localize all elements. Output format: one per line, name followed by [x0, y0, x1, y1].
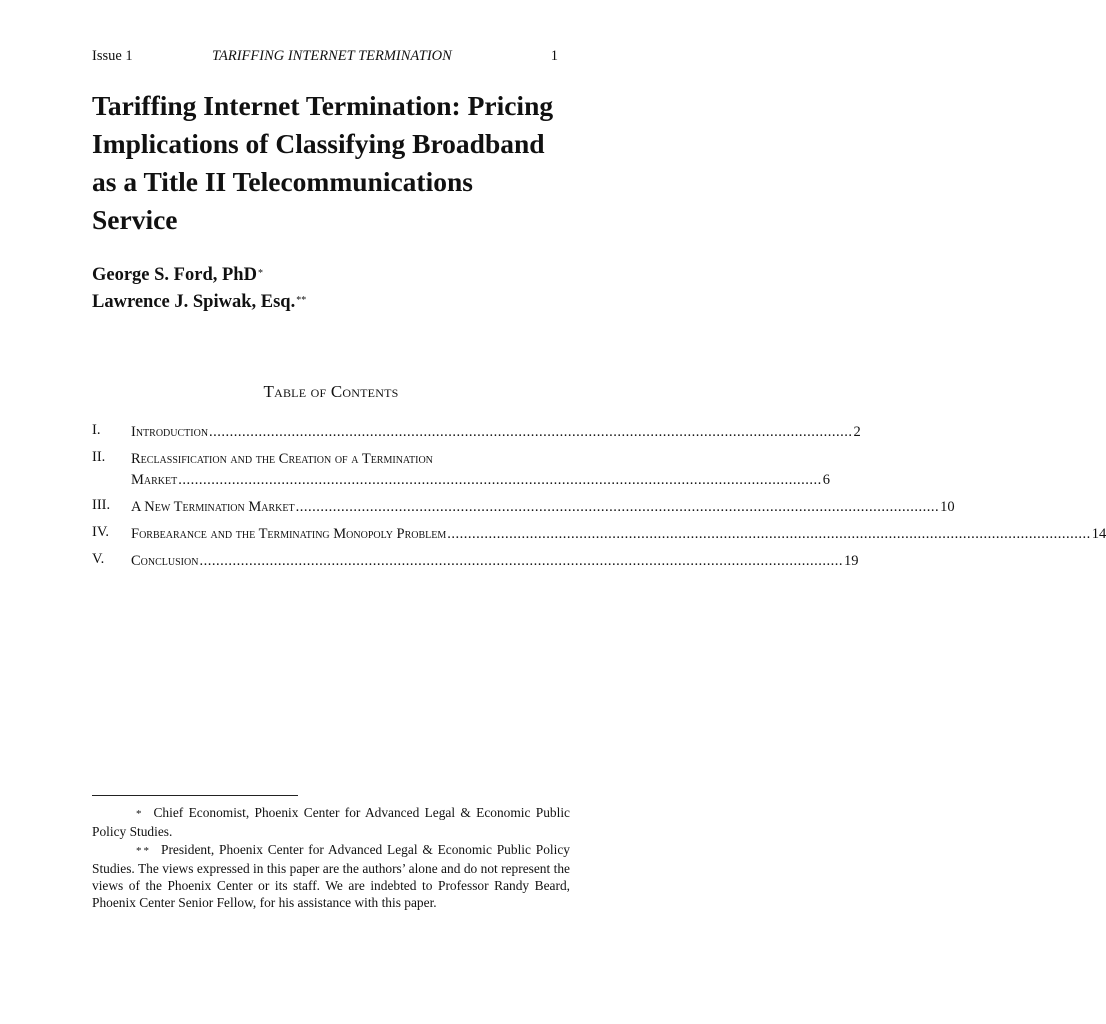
- toc-entry-title: Introduction: [131, 424, 209, 440]
- paper-title: Tariffing Internet Termination: Pricing Implications of Classifying Broadband as a Title II Telecommunications Service: [92, 90, 554, 235]
- footnote-2: [92, 841, 570, 911]
- author-list: [92, 262, 306, 316]
- running-head: [92, 48, 570, 68]
- toc-leader-dots: ............................................................................................................................................................: [209, 424, 853, 440]
- toc-entry-4[interactable]: [92, 524, 1106, 545]
- footnote-mark: **: [136, 845, 151, 857]
- toc-entry-number: IV.: [92, 524, 110, 540]
- toc-entry-page: 10: [940, 499, 955, 515]
- footnote-text: President, Phoenix Center for Advanced Legal & Economic Public Policy Studies. The views expressed in this paper are the authors’ alone and do not represent the views of the Phoenix Center or its staff. We are indebted to Professor Randy Beard, Phoenix Center Senior Fellow, for his assistance with this paper.: [92, 842, 570, 910]
- toc-entry-number: I.: [92, 422, 101, 438]
- toc-leader-dots: ............................................................................................................................................................: [178, 472, 822, 488]
- toc-entry-title: Forbearance and the Terminating Monopoly Problem: [131, 526, 447, 542]
- toc-entry-number: II.: [92, 449, 106, 465]
- author-2-name: Lawrence J. Spiwak, Esq.: [92, 292, 296, 312]
- author-2: [92, 289, 306, 316]
- toc-leader-dots: ............................................................................................................................................................: [295, 499, 940, 515]
- running-head-title: TARIFFING INTERNET TERMINATION: [212, 48, 452, 64]
- toc-entry-title: Conclusion: [131, 553, 199, 569]
- toc-entry-page: 14: [1091, 526, 1106, 542]
- toc-entry-2[interactable]: [92, 449, 830, 491]
- toc-entry-number: V.: [92, 551, 105, 567]
- footnotes: [92, 804, 570, 912]
- author-1: [92, 262, 306, 289]
- toc-entry-page: 6: [822, 472, 830, 488]
- author-1-name: George S. Ford, PhD: [92, 265, 257, 285]
- table-of-contents: [92, 422, 1106, 578]
- footnote-separator: [92, 795, 298, 796]
- toc-entry-1[interactable]: [92, 422, 861, 443]
- running-head-page-number: 1: [550, 48, 558, 64]
- toc-leader-dots: ............................................................................................................................................................: [199, 553, 843, 569]
- toc-entry-page: 2: [853, 424, 861, 440]
- toc-entry-5[interactable]: [92, 551, 859, 572]
- footnote-1: [92, 804, 570, 840]
- author-2-footnote-mark[interactable]: **: [296, 295, 307, 306]
- toc-entry-title-continued: Market: [131, 472, 178, 488]
- toc-leader-dots: ............................................................................................................................................................: [447, 526, 1091, 542]
- toc-heading: Table of Contents: [263, 382, 399, 401]
- toc-entry-title: A New Termination Market: [131, 499, 295, 515]
- footnote-mark: *: [136, 808, 144, 820]
- toc-entry-3[interactable]: [92, 497, 955, 518]
- toc-entry-number: III.: [92, 497, 111, 513]
- running-head-issue: Issue 1: [92, 48, 133, 64]
- toc-entry-title: Reclassification and the Creation of a Termination: [131, 451, 433, 467]
- author-1-footnote-mark[interactable]: *: [257, 268, 263, 279]
- toc-entry-page: 19: [843, 553, 859, 569]
- footnote-text: Chief Economist, Phoenix Center for Advanced Legal & Economic Public Policy Studies.: [92, 805, 570, 839]
